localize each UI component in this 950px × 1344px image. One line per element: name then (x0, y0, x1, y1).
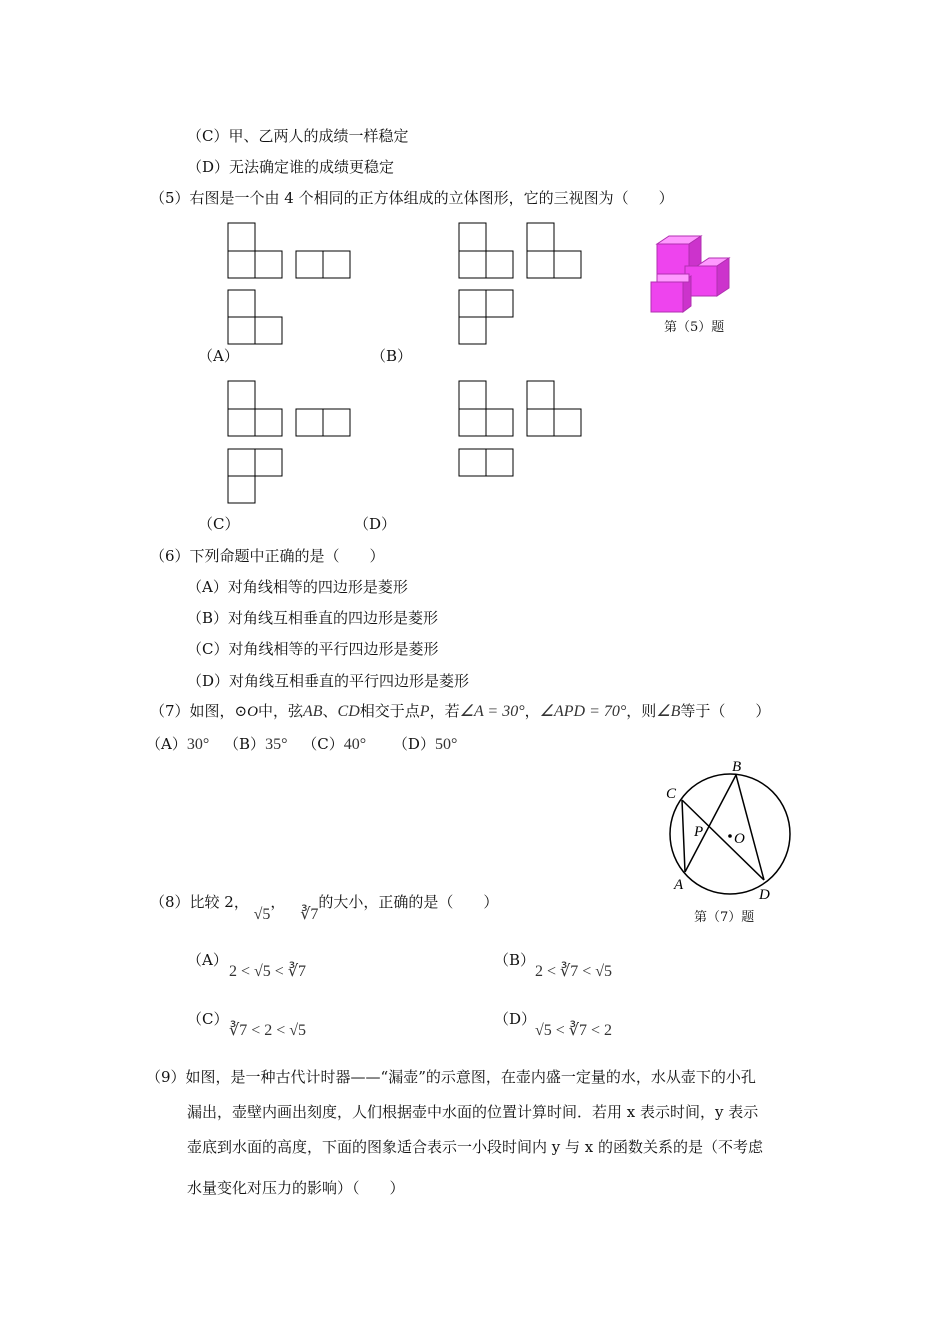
q5-figure-caption: 第（5）题 (664, 320, 725, 335)
q8-option-c-expr: ∛7 < 2 < √5 (229, 1022, 307, 1039)
q9-line-2: 漏出，壶壁内画出刻度，人们根据壶中水面的位置计算时间．若用 x 表示时间，y 表示 (187, 1103, 759, 1121)
q7-label-p: P (694, 824, 704, 840)
q7-label-d: D (759, 887, 770, 903)
q9-line-1: （9）如图，是一种古代计时器——“漏壶”的示意图，在壶内盛一定量的水，水从壶下的小孔 (146, 1068, 756, 1086)
q4-option-c: （C）甲、乙两人的成绩一样稳定 (187, 127, 409, 145)
q8-stem: （8）比较 2， √5， ∛7的大小，正确的是（ ） (150, 893, 499, 923)
q7-label-o: O (734, 831, 745, 847)
q7-label-b: B (732, 759, 742, 775)
q5-option-a-views (225, 220, 365, 350)
q6-option-a: （A）对角线相等的四边形是菱形 (187, 578, 408, 596)
q9-line-3: 壶底到水面的高度，下面的图象适合表示一小段时间内 y 与 x 的函数关系的是（不考虑 (187, 1138, 764, 1156)
q6-stem: （6）下列命题中正确的是（ ） (150, 547, 385, 565)
q7-figure-caption: 第（7）题 (694, 910, 755, 925)
q7-stem: （7）如图，⊙O中，弦AB、CD相交于点P，若∠A = 30°，∠APD = 70°，则∠B等于（ ） (150, 702, 771, 720)
q5-option-b-views (456, 220, 596, 350)
q8-option-b-expr: 2 < ∛7 < √5 (535, 963, 613, 980)
q8-option-a-expr: 2 < √5 < ∛7 (229, 963, 307, 980)
q5-option-c-views (225, 378, 365, 508)
q7-circle-figure (660, 758, 810, 908)
q5-option-a-label: （A） (198, 347, 239, 365)
q6-option-d: （D）对角线互相垂直的平行四边形是菱形 (187, 672, 470, 690)
q8-option-a-label: （A） (187, 951, 228, 969)
q7-label-a: A (674, 877, 684, 893)
q5-option-c-label: （C） (198, 515, 240, 533)
q8-option-d-label: （D） (494, 1010, 537, 1028)
q7-options: （A）30° （B）35° （C）40° （D）50° (146, 735, 458, 753)
q5-stem: （5）右图是一个由 4 个相同的正方体组成的立体图形，它的三视图为（ ） (150, 189, 674, 207)
q8-option-c-label: （C） (187, 1010, 229, 1028)
q5-cube-figure (645, 232, 745, 312)
q6-option-b: （B）对角线互相垂直的四边形是菱形 (187, 609, 439, 627)
q5-option-d-views (456, 378, 596, 488)
q8-option-d-expr: √5 < ∛7 < 2 (535, 1022, 613, 1039)
q8-option-b-label: （B） (494, 951, 536, 969)
q5-option-d-label: （D） (354, 515, 397, 533)
q9-line-4: 水量变化对压力的影响）（ ） (187, 1179, 405, 1197)
q4-option-d: （D）无法确定谁的成绩更稳定 (187, 158, 395, 176)
q7-label-c: C (666, 786, 677, 802)
q6-option-c: （C）对角线相等的平行四边形是菱形 (187, 640, 439, 658)
q5-option-b-label: （B） (371, 347, 413, 365)
